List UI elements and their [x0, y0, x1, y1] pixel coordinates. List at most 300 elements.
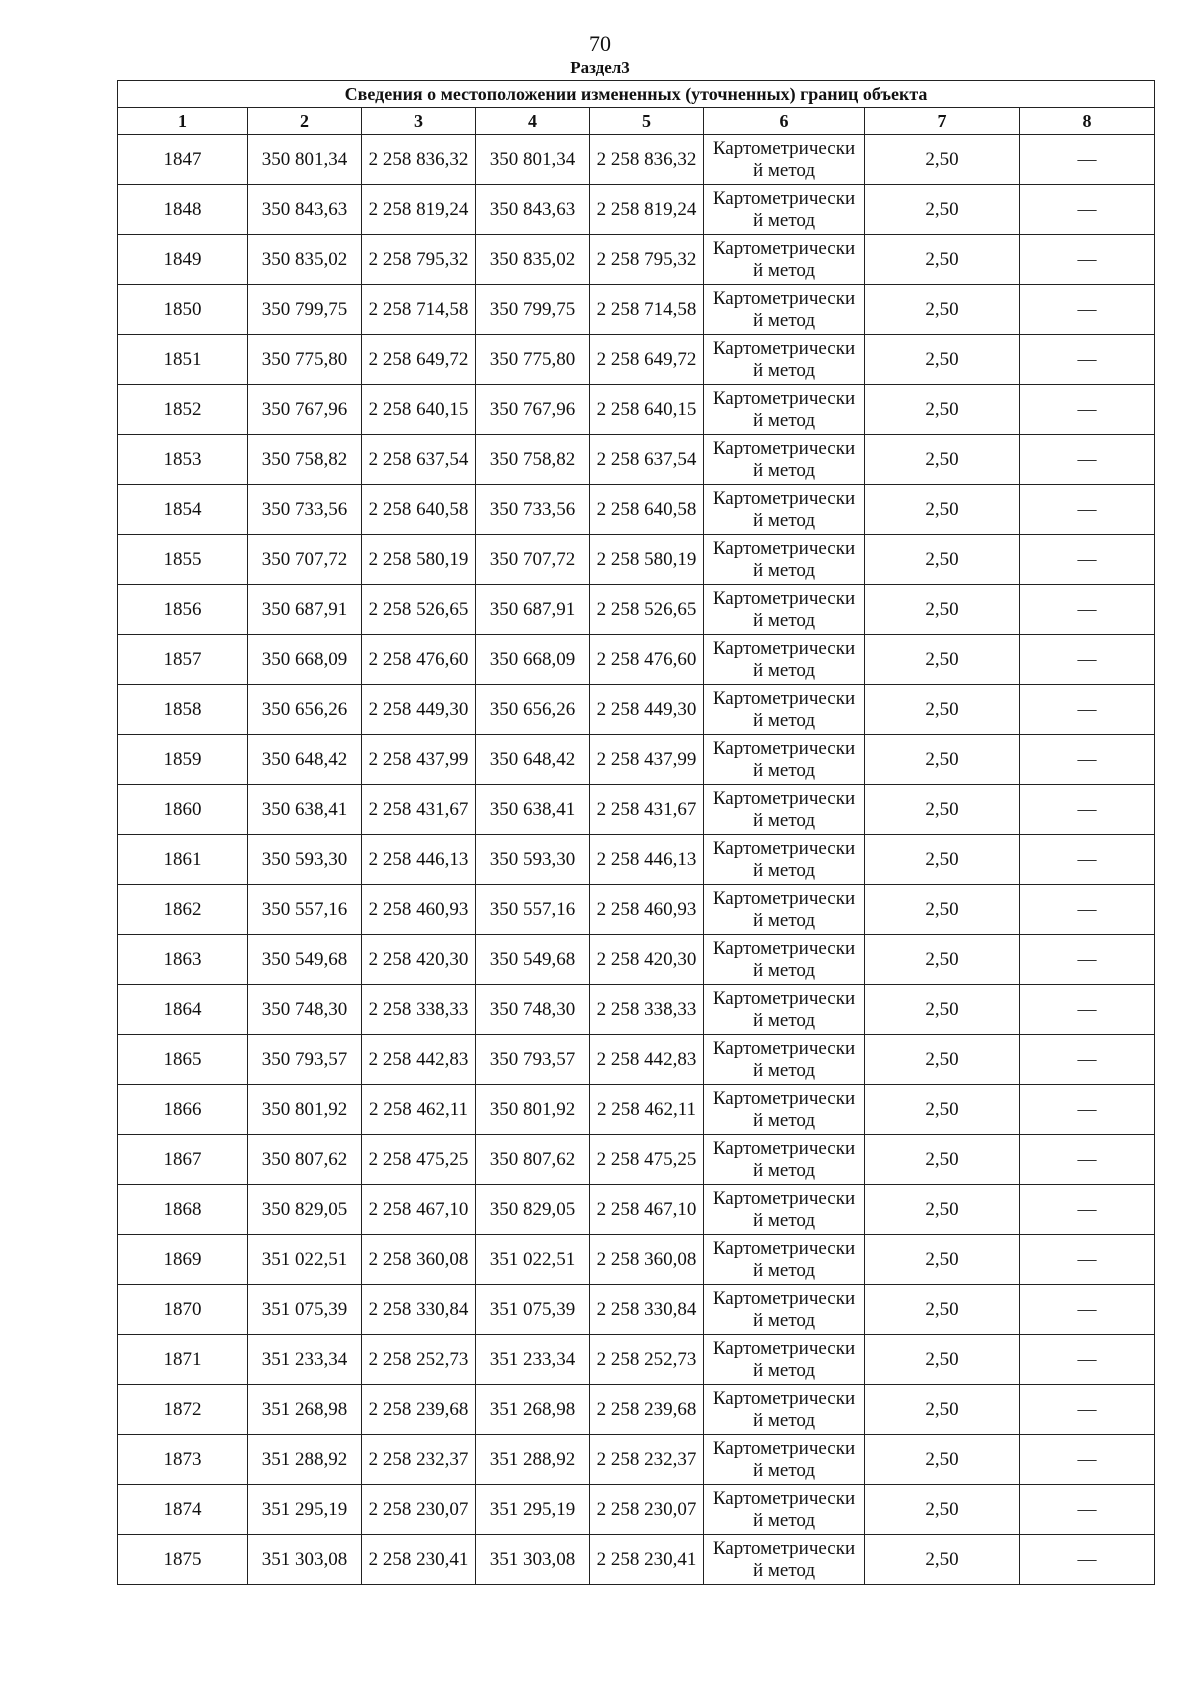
cell-y-old: 2 258 460,93	[362, 885, 476, 935]
method-line: й метод	[752, 1459, 816, 1481]
table-body	[118, 135, 1155, 1585]
cell-method	[704, 1135, 865, 1185]
method-line: Картометрически	[712, 937, 856, 959]
method-line: й метод	[752, 259, 816, 281]
cell-description: —	[1020, 1135, 1155, 1185]
cell-accuracy: 2,50	[865, 585, 1020, 635]
table-row	[118, 335, 1155, 385]
cell-description: —	[1020, 385, 1155, 435]
cell-point-number: 1868	[118, 1185, 248, 1235]
method-line: Картометрически	[712, 587, 856, 609]
method-line: Картометрически	[712, 1337, 856, 1359]
cell-y-old: 2 258 640,15	[362, 385, 476, 435]
table-row	[118, 1285, 1155, 1335]
cell-x-old: 350 758,82	[248, 435, 362, 485]
cell-method	[704, 835, 865, 885]
cell-x-new: 351 295,19	[476, 1485, 590, 1535]
cell-point-number: 1859	[118, 735, 248, 785]
method-line: Картометрически	[712, 1187, 856, 1209]
cell-x-old: 350 843,63	[248, 185, 362, 235]
cell-y-old: 2 258 640,58	[362, 485, 476, 535]
table-row	[118, 1235, 1155, 1285]
method-line: Картометрически	[712, 187, 856, 209]
column-number: 3	[362, 108, 476, 135]
cell-y-new: 2 258 460,93	[590, 885, 704, 935]
cell-y-old: 2 258 338,33	[362, 985, 476, 1035]
cell-y-new: 2 258 467,10	[590, 1185, 704, 1235]
method-line: й метод	[752, 509, 816, 531]
cell-point-number: 1851	[118, 335, 248, 385]
cell-y-old: 2 258 795,32	[362, 235, 476, 285]
cell-point-number: 1850	[118, 285, 248, 335]
cell-x-old: 350 638,41	[248, 785, 362, 835]
cell-y-old: 2 258 420,30	[362, 935, 476, 985]
cell-method	[704, 685, 865, 735]
method-line: й метод	[752, 1109, 816, 1131]
method-line: й метод	[752, 459, 816, 481]
page-number: 70	[589, 31, 611, 56]
cell-description: —	[1020, 535, 1155, 585]
cell-y-new: 2 258 330,84	[590, 1285, 704, 1335]
table-row	[118, 1535, 1155, 1585]
cell-description: —	[1020, 1035, 1155, 1085]
cell-accuracy: 2,50	[865, 1135, 1020, 1185]
cell-y-new: 2 258 476,60	[590, 635, 704, 685]
cell-x-new: 350 775,80	[476, 335, 590, 385]
cell-accuracy: 2,50	[865, 235, 1020, 285]
cell-accuracy: 2,50	[865, 535, 1020, 585]
cell-point-number: 1872	[118, 1385, 248, 1435]
cell-description: —	[1020, 285, 1155, 335]
cell-point-number: 1852	[118, 385, 248, 435]
section-title: Раздел3	[570, 58, 630, 77]
cell-point-number: 1873	[118, 1435, 248, 1485]
cell-description: —	[1020, 585, 1155, 635]
cell-y-old: 2 258 446,13	[362, 835, 476, 885]
method-line: Картометрически	[712, 1487, 856, 1509]
cell-y-new: 2 258 442,83	[590, 1035, 704, 1085]
method-line: й метод	[752, 159, 816, 181]
table-row	[118, 235, 1155, 285]
table-row	[118, 1385, 1155, 1435]
cell-x-new: 350 648,42	[476, 735, 590, 785]
cell-description: —	[1020, 1335, 1155, 1385]
cell-point-number: 1863	[118, 935, 248, 985]
cell-x-old: 350 707,72	[248, 535, 362, 585]
cell-method	[704, 435, 865, 485]
cell-point-number: 1875	[118, 1535, 248, 1585]
cell-accuracy: 2,50	[865, 935, 1020, 985]
cell-method	[704, 235, 865, 285]
cell-method	[704, 535, 865, 585]
cell-point-number: 1847	[118, 135, 248, 185]
cell-x-old: 351 288,92	[248, 1435, 362, 1485]
cell-y-old: 2 258 467,10	[362, 1185, 476, 1235]
cell-y-old: 2 258 232,37	[362, 1435, 476, 1485]
cell-x-old: 351 268,98	[248, 1385, 362, 1435]
cell-x-new: 350 758,82	[476, 435, 590, 485]
cell-accuracy: 2,50	[865, 985, 1020, 1035]
method-line: Картометрически	[712, 687, 856, 709]
cell-x-new: 350 549,68	[476, 935, 590, 985]
cell-point-number: 1869	[118, 1235, 248, 1285]
cell-x-new: 350 801,34	[476, 135, 590, 185]
cell-y-new: 2 258 360,08	[590, 1235, 704, 1285]
cell-y-new: 2 258 795,32	[590, 235, 704, 285]
column-number-row	[118, 108, 1155, 135]
cell-point-number: 1871	[118, 1335, 248, 1385]
table-row	[118, 1485, 1155, 1535]
cell-method	[704, 1435, 865, 1485]
cell-x-new: 350 668,09	[476, 635, 590, 685]
method-line: Картометрически	[712, 1087, 856, 1109]
cell-description: —	[1020, 185, 1155, 235]
method-line: Картометрически	[712, 337, 856, 359]
method-line: Картометрически	[712, 387, 856, 409]
cell-method	[704, 1335, 865, 1385]
cell-x-new: 351 303,08	[476, 1535, 590, 1585]
table-row	[118, 435, 1155, 485]
cell-point-number: 1865	[118, 1035, 248, 1085]
method-line: Картометрически	[712, 837, 856, 859]
cell-accuracy: 2,50	[865, 735, 1020, 785]
cell-x-old: 350 748,30	[248, 985, 362, 1035]
cell-y-new: 2 258 649,72	[590, 335, 704, 385]
cell-x-new: 350 829,05	[476, 1185, 590, 1235]
cell-accuracy: 2,50	[865, 835, 1020, 885]
cell-method	[704, 1185, 865, 1235]
cell-method	[704, 585, 865, 635]
cell-x-new: 350 733,56	[476, 485, 590, 535]
cell-description: —	[1020, 435, 1155, 485]
cell-x-old: 350 793,57	[248, 1035, 362, 1085]
cell-y-old: 2 258 230,41	[362, 1535, 476, 1585]
cell-description: —	[1020, 1535, 1155, 1585]
cell-x-old: 350 829,05	[248, 1185, 362, 1235]
cell-x-new: 351 288,92	[476, 1435, 590, 1485]
cell-y-old: 2 258 637,54	[362, 435, 476, 485]
cell-method	[704, 935, 865, 985]
cell-x-new: 350 707,72	[476, 535, 590, 585]
cell-x-old: 350 799,75	[248, 285, 362, 335]
table-row	[118, 285, 1155, 335]
cell-x-new: 350 807,62	[476, 1135, 590, 1185]
cell-accuracy: 2,50	[865, 635, 1020, 685]
cell-y-new: 2 258 230,07	[590, 1485, 704, 1535]
cell-y-old: 2 258 252,73	[362, 1335, 476, 1385]
method-line: Картометрически	[712, 287, 856, 309]
cell-accuracy: 2,50	[865, 1535, 1020, 1585]
cell-point-number: 1856	[118, 585, 248, 635]
cell-method	[704, 1485, 865, 1535]
cell-method	[704, 385, 865, 435]
cell-x-old: 351 022,51	[248, 1235, 362, 1285]
cell-x-new: 350 835,02	[476, 235, 590, 285]
table-caption: Сведения о местоположении измененных (уточненных) границ объекта	[118, 81, 1155, 108]
method-line: й метод	[752, 209, 816, 231]
cell-y-new: 2 258 819,24	[590, 185, 704, 235]
method-line: й метод	[752, 1359, 816, 1381]
cell-point-number: 1855	[118, 535, 248, 585]
cell-method	[704, 785, 865, 835]
cell-accuracy: 2,50	[865, 185, 1020, 235]
column-number: 1	[118, 108, 248, 135]
cell-x-new: 351 075,39	[476, 1285, 590, 1335]
cell-x-old: 350 668,09	[248, 635, 362, 685]
cell-y-old: 2 258 649,72	[362, 335, 476, 385]
cell-description: —	[1020, 835, 1155, 885]
table-row	[118, 185, 1155, 235]
cell-y-new: 2 258 420,30	[590, 935, 704, 985]
cell-y-new: 2 258 446,13	[590, 835, 704, 885]
method-line: Картометрически	[712, 787, 856, 809]
cell-method	[704, 335, 865, 385]
cell-description: —	[1020, 985, 1155, 1035]
table-row	[118, 635, 1155, 685]
cell-y-new: 2 258 437,99	[590, 735, 704, 785]
method-line: й метод	[752, 909, 816, 931]
table-row	[118, 135, 1155, 185]
cell-description: —	[1020, 485, 1155, 535]
cell-description: —	[1020, 885, 1155, 935]
cell-method	[704, 285, 865, 335]
cell-y-old: 2 258 475,25	[362, 1135, 476, 1185]
cell-accuracy: 2,50	[865, 1185, 1020, 1235]
method-line: Картометрически	[712, 637, 856, 659]
cell-y-old: 2 258 836,32	[362, 135, 476, 185]
cell-x-old: 351 075,39	[248, 1285, 362, 1335]
method-line: Картометрически	[712, 237, 856, 259]
cell-point-number: 1870	[118, 1285, 248, 1335]
cell-y-old: 2 258 580,19	[362, 535, 476, 585]
cell-y-new: 2 258 637,54	[590, 435, 704, 485]
cell-y-new: 2 258 252,73	[590, 1335, 704, 1385]
cell-x-new: 351 022,51	[476, 1235, 590, 1285]
column-number: 7	[865, 108, 1020, 135]
table-row	[118, 885, 1155, 935]
cell-point-number: 1848	[118, 185, 248, 235]
cell-description: —	[1020, 1485, 1155, 1535]
cell-x-new: 350 767,96	[476, 385, 590, 435]
cell-y-old: 2 258 819,24	[362, 185, 476, 235]
cell-accuracy: 2,50	[865, 335, 1020, 385]
cell-y-old: 2 258 526,65	[362, 585, 476, 635]
cell-x-old: 350 807,62	[248, 1135, 362, 1185]
cell-y-old: 2 258 360,08	[362, 1235, 476, 1285]
cell-accuracy: 2,50	[865, 1435, 1020, 1485]
table-row	[118, 485, 1155, 535]
method-line: Картометрически	[712, 437, 856, 459]
cell-x-new: 350 748,30	[476, 985, 590, 1035]
table-row	[118, 735, 1155, 785]
cell-accuracy: 2,50	[865, 1485, 1020, 1535]
cell-accuracy: 2,50	[865, 1035, 1020, 1085]
table-row	[118, 535, 1155, 585]
cell-y-old: 2 258 442,83	[362, 1035, 476, 1085]
cell-y-old: 2 258 230,07	[362, 1485, 476, 1535]
cell-y-old: 2 258 714,58	[362, 285, 476, 335]
cell-method	[704, 885, 865, 935]
cell-point-number: 1866	[118, 1085, 248, 1135]
cell-y-old: 2 258 431,67	[362, 785, 476, 835]
cell-point-number: 1864	[118, 985, 248, 1035]
cell-accuracy: 2,50	[865, 485, 1020, 535]
cell-y-new: 2 258 462,11	[590, 1085, 704, 1135]
cell-x-new: 350 799,75	[476, 285, 590, 335]
table-row	[118, 1435, 1155, 1485]
cell-description: —	[1020, 235, 1155, 285]
cell-method	[704, 1035, 865, 1085]
cell-accuracy: 2,50	[865, 285, 1020, 335]
method-line: й метод	[752, 309, 816, 331]
method-line: й метод	[752, 409, 816, 431]
cell-point-number: 1874	[118, 1485, 248, 1535]
cell-y-new: 2 258 714,58	[590, 285, 704, 335]
table-row	[118, 1335, 1155, 1385]
method-line: й метод	[752, 1409, 816, 1431]
method-line: й метод	[752, 809, 816, 831]
cell-x-old: 350 593,30	[248, 835, 362, 885]
cell-point-number: 1853	[118, 435, 248, 485]
cell-y-old: 2 258 437,99	[362, 735, 476, 785]
cell-description: —	[1020, 785, 1155, 835]
cell-method	[704, 1385, 865, 1435]
cell-x-old: 351 295,19	[248, 1485, 362, 1535]
cell-method	[704, 185, 865, 235]
method-line: й метод	[752, 1159, 816, 1181]
cell-description: —	[1020, 935, 1155, 985]
cell-method	[704, 135, 865, 185]
method-line: Картометрически	[712, 1137, 856, 1159]
cell-x-new: 350 557,16	[476, 885, 590, 935]
method-line: й метод	[752, 559, 816, 581]
cell-x-old: 350 549,68	[248, 935, 362, 985]
method-line: Картометрически	[712, 487, 856, 509]
cell-x-old: 350 733,56	[248, 485, 362, 535]
cell-y-new: 2 258 230,41	[590, 1535, 704, 1585]
cell-accuracy: 2,50	[865, 135, 1020, 185]
cell-accuracy: 2,50	[865, 785, 1020, 835]
cell-accuracy: 2,50	[865, 885, 1020, 935]
cell-description: —	[1020, 1385, 1155, 1435]
method-line: Картометрически	[712, 1037, 856, 1059]
cell-x-new: 350 793,57	[476, 1035, 590, 1085]
method-line: й метод	[752, 1309, 816, 1331]
table-row	[118, 1135, 1155, 1185]
table-row	[118, 1185, 1155, 1235]
cell-y-new: 2 258 640,15	[590, 385, 704, 435]
cell-point-number: 1857	[118, 635, 248, 685]
cell-y-new: 2 258 449,30	[590, 685, 704, 735]
cell-x-new: 351 268,98	[476, 1385, 590, 1435]
method-line: й метод	[752, 1509, 816, 1531]
cell-y-old: 2 258 462,11	[362, 1085, 476, 1135]
method-line: Картометрически	[712, 737, 856, 759]
cell-accuracy: 2,50	[865, 1335, 1020, 1385]
cell-x-old: 351 233,34	[248, 1335, 362, 1385]
cell-point-number: 1862	[118, 885, 248, 935]
cell-method	[704, 635, 865, 685]
cell-method	[704, 1285, 865, 1335]
cell-description: —	[1020, 685, 1155, 735]
cell-accuracy: 2,50	[865, 1085, 1020, 1135]
cell-point-number: 1854	[118, 485, 248, 535]
cell-y-new: 2 258 836,32	[590, 135, 704, 185]
cell-x-new: 351 233,34	[476, 1335, 590, 1385]
cell-x-old: 350 767,96	[248, 385, 362, 435]
method-line: й метод	[752, 359, 816, 381]
coordinates-table	[117, 80, 1155, 1585]
method-line: й метод	[752, 609, 816, 631]
cell-x-new: 350 638,41	[476, 785, 590, 835]
table-row	[118, 835, 1155, 885]
cell-description: —	[1020, 735, 1155, 785]
method-line: й метод	[752, 1059, 816, 1081]
cell-method	[704, 485, 865, 535]
cell-x-old: 350 775,80	[248, 335, 362, 385]
cell-description: —	[1020, 1085, 1155, 1135]
cell-x-new: 350 593,30	[476, 835, 590, 885]
cell-point-number: 1860	[118, 785, 248, 835]
cell-accuracy: 2,50	[865, 1285, 1020, 1335]
cell-x-old: 351 303,08	[248, 1535, 362, 1585]
cell-description: —	[1020, 1285, 1155, 1335]
cell-y-new: 2 258 431,67	[590, 785, 704, 835]
table-row	[118, 1085, 1155, 1135]
cell-y-old: 2 258 330,84	[362, 1285, 476, 1335]
cell-point-number: 1861	[118, 835, 248, 885]
cell-x-old: 350 801,34	[248, 135, 362, 185]
method-line: Картометрически	[712, 1537, 856, 1559]
method-line: й метод	[752, 859, 816, 881]
cell-y-new: 2 258 338,33	[590, 985, 704, 1035]
cell-point-number: 1849	[118, 235, 248, 285]
method-line: й метод	[752, 659, 816, 681]
method-line: й метод	[752, 709, 816, 731]
method-line: й метод	[752, 1259, 816, 1281]
cell-x-old: 350 687,91	[248, 585, 362, 635]
cell-accuracy: 2,50	[865, 1385, 1020, 1435]
cell-y-new: 2 258 232,37	[590, 1435, 704, 1485]
method-line: Картометрически	[712, 1387, 856, 1409]
method-line: Картометрически	[712, 537, 856, 559]
cell-x-new: 350 656,26	[476, 685, 590, 735]
method-line: Картометрически	[712, 887, 856, 909]
table-row	[118, 935, 1155, 985]
table-row	[118, 985, 1155, 1035]
cell-description: —	[1020, 1185, 1155, 1235]
cell-method	[704, 1085, 865, 1135]
table-row	[118, 685, 1155, 735]
cell-x-old: 350 557,16	[248, 885, 362, 935]
cell-point-number: 1858	[118, 685, 248, 735]
cell-y-new: 2 258 526,65	[590, 585, 704, 635]
cell-x-old: 350 648,42	[248, 735, 362, 785]
column-number: 6	[704, 108, 865, 135]
method-line: Картометрически	[712, 137, 856, 159]
method-line: й метод	[752, 1009, 816, 1031]
cell-x-new: 350 843,63	[476, 185, 590, 235]
cell-y-old: 2 258 239,68	[362, 1385, 476, 1435]
method-line: Картометрически	[712, 1237, 856, 1259]
column-number: 8	[1020, 108, 1155, 135]
cell-accuracy: 2,50	[865, 685, 1020, 735]
column-number: 4	[476, 108, 590, 135]
cell-description: —	[1020, 135, 1155, 185]
method-line: Картометрически	[712, 987, 856, 1009]
cell-x-new: 350 801,92	[476, 1085, 590, 1135]
cell-x-old: 350 801,92	[248, 1085, 362, 1135]
